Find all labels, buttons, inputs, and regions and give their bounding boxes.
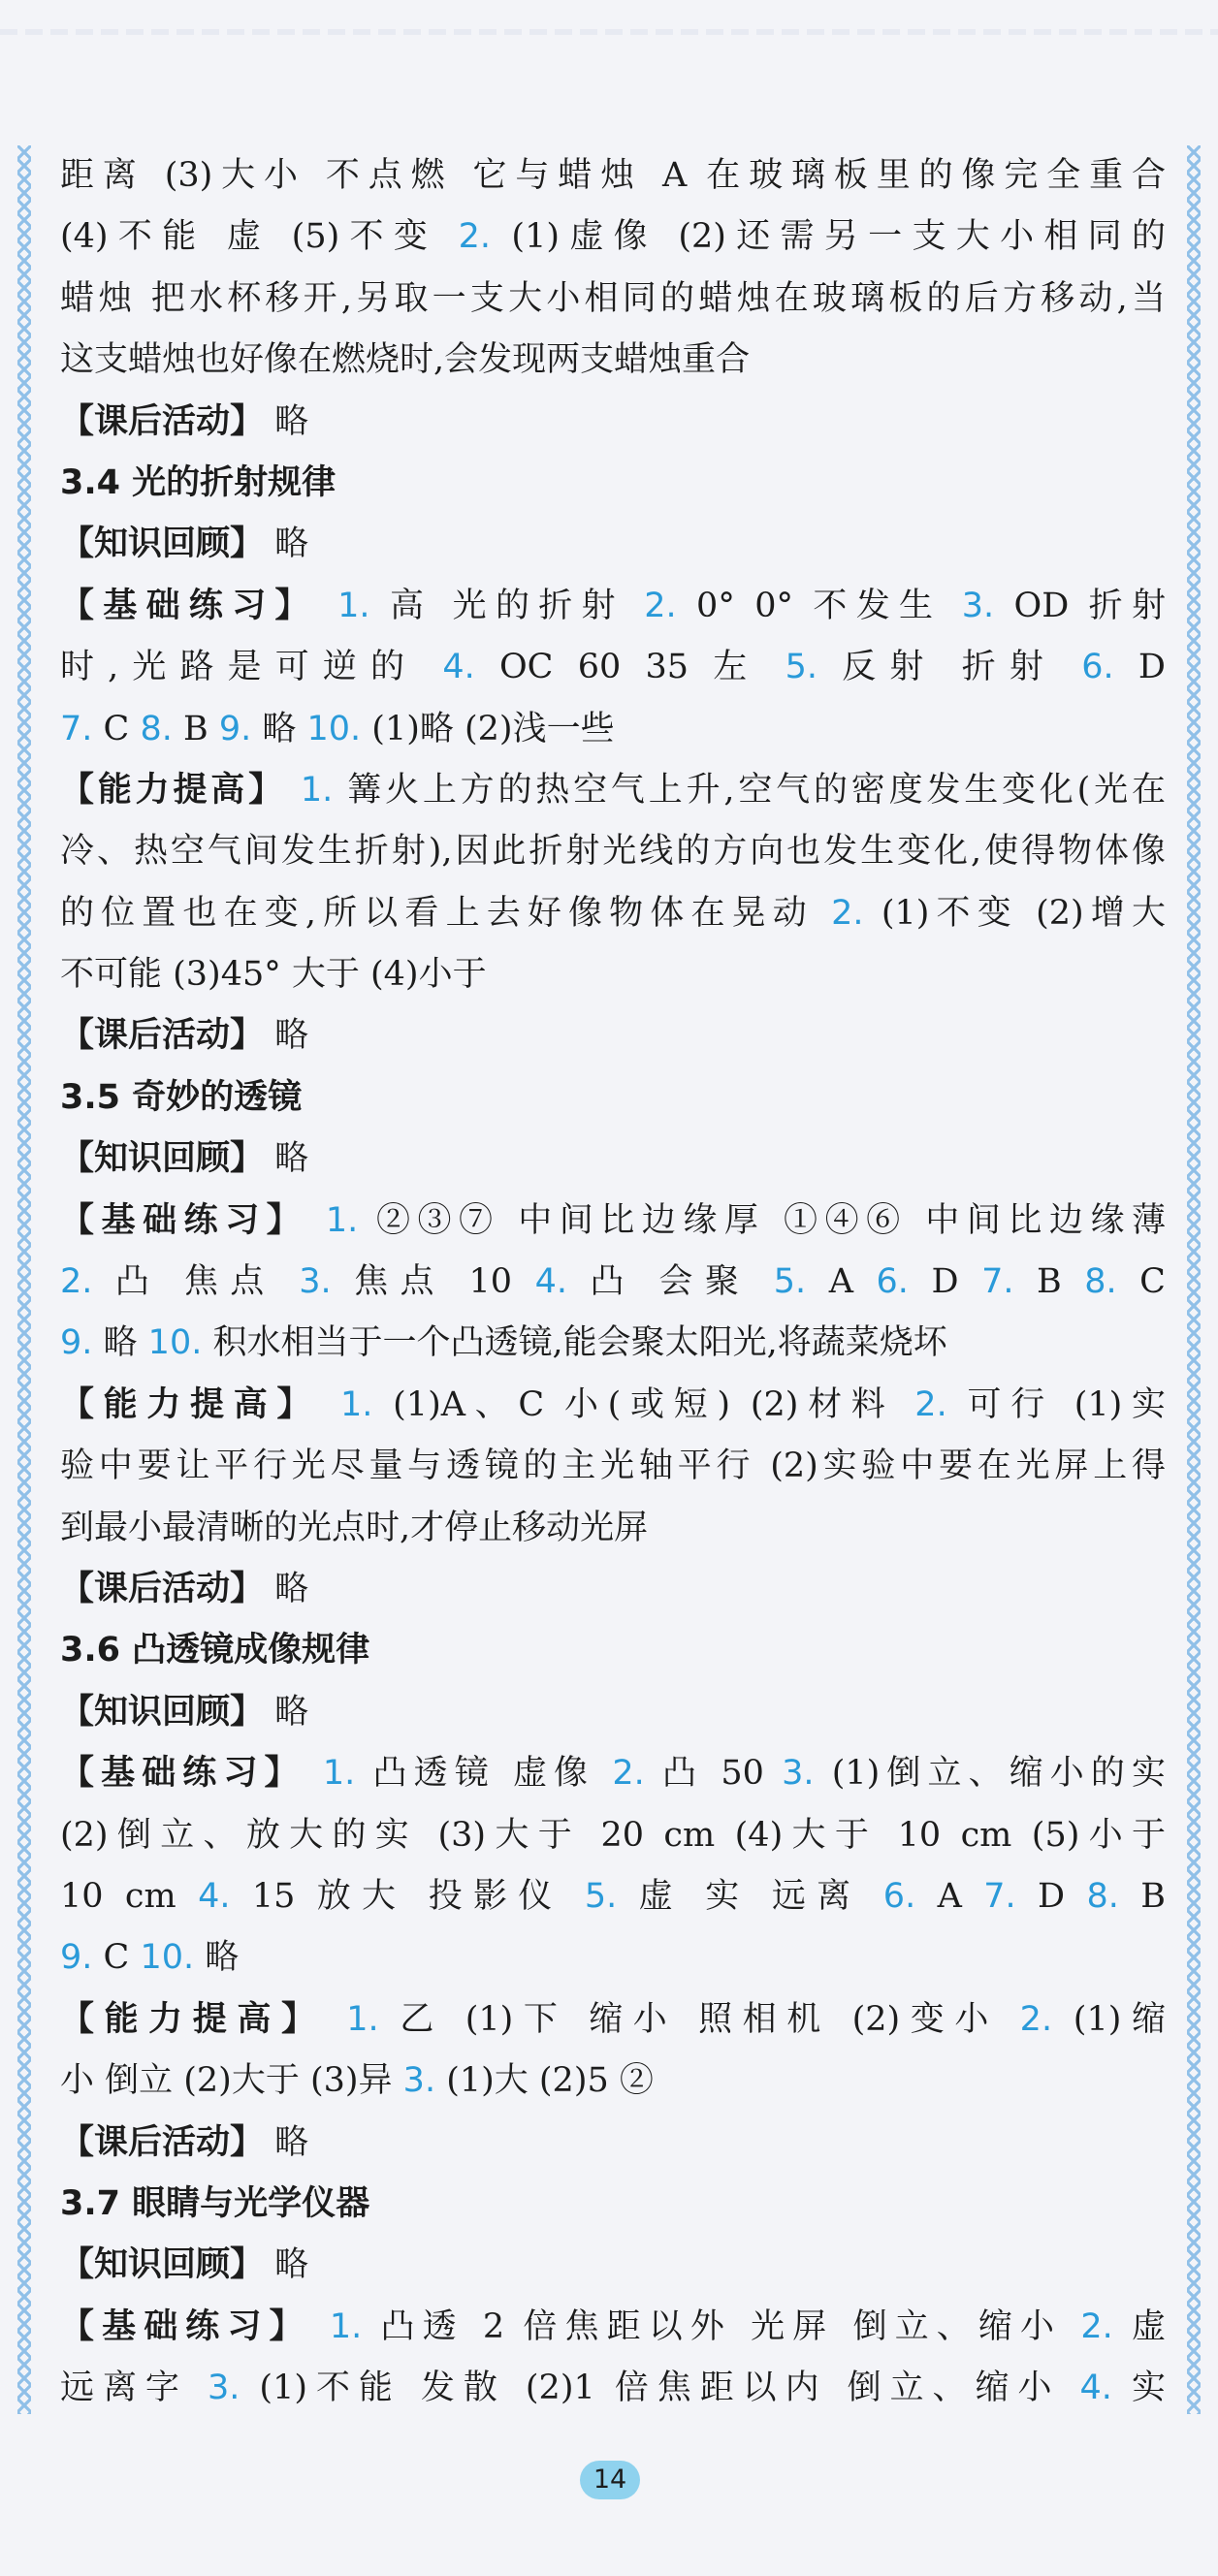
text-line: 【课后活动】 略 bbox=[60, 1016, 309, 1056]
text-line: 2. 凸 焦点 3. 焦点 10 4. 凸 会聚 5. A 6. D 7. B 8. C bbox=[60, 1262, 1166, 1302]
text-line: 不可能 (3)45° 大于 (4)小于 bbox=[60, 955, 487, 995]
section-heading: 3.4 光的折射规律 bbox=[60, 462, 337, 502]
text-line: 【能力提高】 1. (1)A、C 小(或短) (2)材料 2. 可行 (1)实 bbox=[60, 1384, 1166, 1424]
text-line: 【能力提高】 1. 乙 (1)下 缩小 照相机 (2)变小 2. (1)缩 bbox=[60, 1999, 1166, 2039]
left-decorative-border bbox=[17, 145, 31, 2414]
text-line: 9. C 10. 略 bbox=[60, 1938, 240, 1978]
text-line: 这支蜡烛也好像在燃烧时,会发现两支蜡烛重合 bbox=[60, 340, 751, 380]
text-line: 【课后活动】 略 bbox=[60, 2122, 309, 2162]
text-line: 蜡烛 把水杯移开,另取一支大小相同的蜡烛在玻璃板的后方移动,当 bbox=[60, 278, 1166, 318]
top-decorative-strip bbox=[0, 29, 1218, 35]
answer-text-body bbox=[60, 145, 1166, 2419]
text-line: 验中要让平行光尽量与透镜的主光轴平行 (2)实验中要在光屏上得 bbox=[60, 1447, 1166, 1486]
text-line: 距离 (3)大小 不点燃 它与蜡烛 A 在玻璃板里的像完全重合 bbox=[60, 156, 1166, 195]
text-line: 到最小最清晰的光点时,才停止移动光屏 bbox=[60, 1508, 649, 1547]
text-line: 【知识回顾】 略 bbox=[60, 2245, 309, 2285]
text-line: 的位置也在变,所以看上去好像物体在晃动 2. (1)不变 (2)增大 bbox=[60, 893, 1166, 933]
text-line: (2)倒立、放大的实 (3)大于 20 cm (4)大于 10 cm (5)小于 bbox=[60, 1815, 1166, 1855]
text-line: 【基础练习】 1. ②③⑦ 中间比边缘厚 ①④⑥ 中间比边缘薄 bbox=[60, 1200, 1166, 1240]
text-line: 冷、热空气间发生折射),因此折射光线的方向也发生变化,使得物体像 bbox=[60, 832, 1166, 872]
right-decorative-border bbox=[1187, 145, 1201, 2414]
text-line: 【课后活动】 略 bbox=[60, 401, 309, 441]
text-line: 9. 略 10. 积水相当于一个凸透镜,能会聚太阳光,将蔬菜烧坏 bbox=[60, 1323, 947, 1363]
text-line: 【基础练习】 1. 高 光的折射 2. 0° 0° 不发生 3. OD 折射 bbox=[60, 586, 1166, 625]
text-line: 7. C 8. B 9. 略 10. (1)略 (2)浅一些 bbox=[60, 709, 615, 748]
text-line: 时,光路是可逆的 4. OC 60 35 左 5. 反射 折射 6. D bbox=[60, 648, 1166, 687]
text-line: 【课后活动】 略 bbox=[60, 1569, 309, 1608]
section-heading: 3.6 凸透镜成像规律 bbox=[60, 1631, 370, 1670]
text-line: 小 倒立 (2)大于 (3)异 3. (1)大 (2)5 ② bbox=[60, 2061, 654, 2101]
text-line: 【知识回顾】 略 bbox=[60, 1139, 309, 1179]
text-line: 【知识回顾】 略 bbox=[60, 525, 309, 564]
text-line: 10 cm 4. 15 放大 投影仪 5. 虚 实 远离 6. A 7. D 8. B bbox=[60, 1876, 1166, 1916]
text-line: 【知识回顾】 略 bbox=[60, 1692, 309, 1732]
section-heading: 3.5 奇妙的透镜 bbox=[60, 1077, 303, 1117]
text-line: 远离字 3. (1)不能 发散 (2)1 倍焦距以内 倒立、缩小 4. 实 bbox=[60, 2369, 1166, 2408]
text-line: (4)不能 虚 (5)不变 2. (1)虚像 (2)还需另一支大小相同的 bbox=[60, 217, 1166, 257]
section-heading: 3.7 眼睛与光学仪器 bbox=[60, 2183, 370, 2223]
page-number-badge: 14 bbox=[580, 2461, 640, 2499]
text-line: 【基础练习】 1. 凸透镜 虚像 2. 凸 50 3. (1)倒立、缩小的实 bbox=[60, 1754, 1166, 1794]
text-line: 【能力提高】 1. 篝火上方的热空气上升,空气的密度发生变化(光在 bbox=[60, 770, 1166, 810]
text-line: 【基础练习】 1. 凸透 2 倍焦距以外 光屏 倒立、缩小 2. 虚 bbox=[60, 2306, 1166, 2346]
